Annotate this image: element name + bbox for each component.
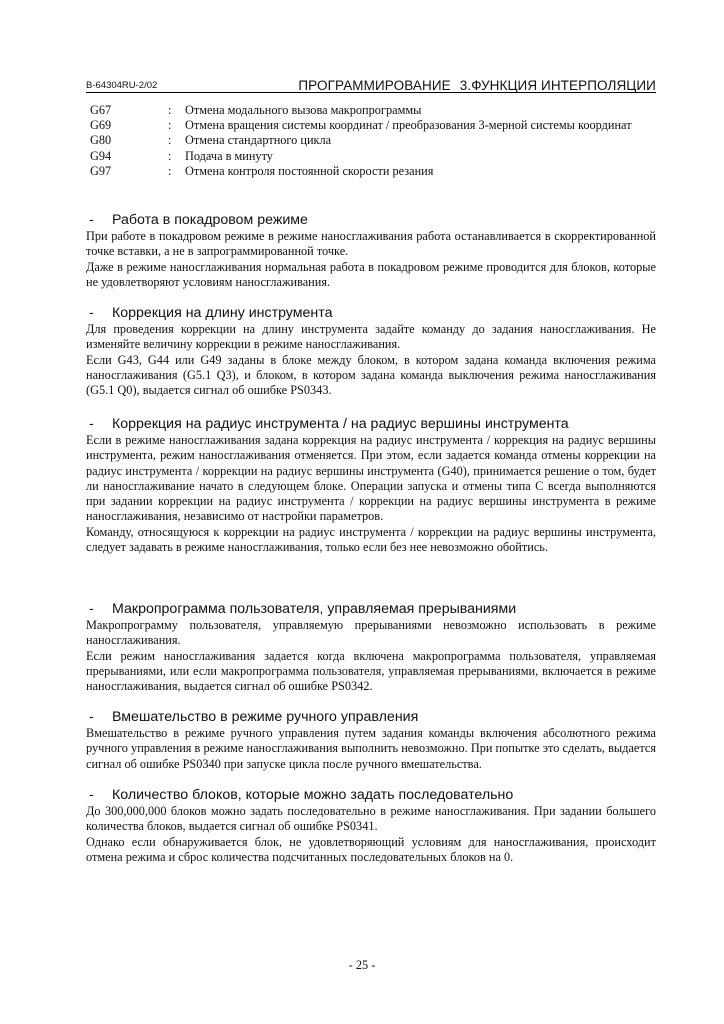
document-code: B-64304RU-2/02 — [86, 80, 158, 91]
gcode-code: G67 — [90, 103, 112, 117]
paragraph: Вмешательство в режиме ручного управления путем задания команды включения абсолютного режима ручного управления в режиме наносглаживания выполнить невозможно. При попытке это сделать, выдается сигнал об ошибке PS0340 при запуске цикла после ручного вмешательства. — [86, 726, 656, 771]
running-title — [298, 78, 656, 93]
paragraph: Если в режиме наносглаживания задана коррекция на радиус инструмента / коррекция на радиус вершины инструмента, режим наносглаживания отменяется. При этом, если задается команда отмены коррекции на радиус инструмента / коррекции на радиус вершины инструмента (G40), принимается решение о том, будет ли наносглаживание начато в следующем блоке. Операции запуска и отмены типа C всегда выполняются при задании коррекции на радиус инструмента / коррекции на радиус вершины инструмента в режиме наносглаживания, независимо от настройки параметров. — [86, 433, 656, 524]
gcode-separator: : — [168, 148, 172, 163]
section-title: Работа в покадровом режиме — [112, 212, 308, 228]
section-tool-length-compensation — [86, 305, 656, 398]
section-title: Количество блоков, которые можно задать последовательно — [112, 787, 514, 803]
section-bullet: - — [89, 601, 94, 617]
section-title: Вмешательство в режиме ручного управления — [112, 709, 419, 725]
gcode-code: G80 — [90, 133, 112, 148]
paragraph: До 300,000,000 блоков можно задать последовательно в режиме наносглаживания. При задании большего количества блоков, выдается сигнал об ошибке PS0341. — [86, 804, 656, 834]
gcode-description: Отмена вращения системы координат / преобразования 3-мерной системы координат — [185, 118, 632, 133]
paragraph: Если режим наносглаживания задается когда включена макропрограмма пользователя, управляемая прерываниями, или если макропрограмма пользователя, управляемая прерываниями, включается в режиме наносглаживания, выдается сигнал об ошибке PS0342. — [86, 648, 656, 694]
gcode-separator: : — [168, 103, 172, 117]
section-heading — [86, 305, 656, 322]
gcode-row — [90, 149, 650, 164]
page-header — [86, 76, 656, 93]
section-bullet: - — [89, 709, 94, 725]
section-heading — [86, 416, 656, 433]
paragraph: При работе в покадровом режиме в режиме наносглаживания работа останавливается в скорректированной точке вставки, а не в запрограммированной точке. — [86, 229, 656, 259]
gcode-code: G97 — [90, 163, 112, 178]
section-bullet: - — [89, 305, 94, 321]
section-tool-radius-compensation — [86, 416, 656, 555]
chapter-title: ПРОГРАММИРОВАНИЕ — [298, 78, 451, 93]
section-interrupt-macro — [86, 601, 656, 694]
gcode-code: G69 — [90, 118, 112, 133]
gcode-row — [90, 118, 650, 133]
section-title: 3.ФУНКЦИЯ ИНТЕРПОЛЯЦИИ — [459, 78, 656, 93]
section-manual-intervention — [86, 709, 656, 772]
section-title: Коррекция на длину инструмента — [112, 305, 333, 321]
gcode-row — [90, 133, 650, 148]
paragraph: Даже в режиме наносглаживания нормальная работа в покадровом режиме проводится для блоков, которые не удовлетворяют условиям наносглаживания. — [86, 259, 656, 289]
gcode-separator: : — [168, 163, 172, 178]
gcode-row — [90, 103, 650, 118]
section-title: Макропрограмма пользователя, управляемая прерываниями — [112, 601, 517, 617]
gcode-separator: : — [168, 118, 172, 133]
paragraph: Однако если обнаруживается блок, не удовлетворяющий условиям для наносглаживания, происходит отмена режима и сброс количества подсчитанных последовательных блоков на 0. — [86, 834, 656, 864]
section-bullet: - — [89, 787, 94, 803]
page-number: - 25 - — [348, 958, 376, 972]
gcode-description: Подача в минуту — [185, 148, 273, 163]
gcode-separator: : — [168, 133, 172, 148]
gcode-description: Отмена модального вызова макропрограммы — [185, 103, 422, 117]
gcode-table — [90, 103, 650, 179]
gcode-description: Отмена контроля постоянной скорости резания — [185, 163, 434, 178]
paragraph: Если G43, G44 или G49 заданы в блоке между блоком, в котором задана команда включения режима наносглаживания (G5.1 Q3), и блоком, в котором задана команда выключения режима наносглаживания (G5.1 Q0), выдается сигнал об ошибке PS0343. — [86, 352, 656, 398]
gcode-row — [90, 164, 650, 179]
section-title: Коррекция на радиус инструмента / на радиус вершины инструмента — [112, 416, 569, 432]
section-heading — [86, 787, 656, 804]
section-consecutive-blocks — [86, 787, 656, 865]
gcode-code: G94 — [90, 148, 112, 163]
section-heading — [86, 601, 656, 618]
paragraph: Для проведения коррекции на длину инструмента задайте команду до задания наносглаживания. Не изменяйте величину коррекции в режиме наносглаживания. — [86, 322, 656, 352]
paragraph: Команду, относящуюся к коррекции на радиус инструмента / коррекции на радиус вершины инструмента, следует задавать в режиме наносглаживания, только если без нее невозможно обойтись. — [86, 524, 656, 555]
section-heading — [86, 212, 656, 229]
gcode-description: Отмена стандартного цикла — [185, 133, 332, 148]
section-bullet: - — [89, 416, 94, 432]
section-bullet: - — [89, 212, 94, 228]
section-single-block — [86, 212, 656, 290]
paragraph: Макропрограмму пользователя, управляемую прерываниями невозможно использовать в режиме наносглаживания. — [86, 618, 656, 648]
section-heading — [86, 709, 656, 726]
